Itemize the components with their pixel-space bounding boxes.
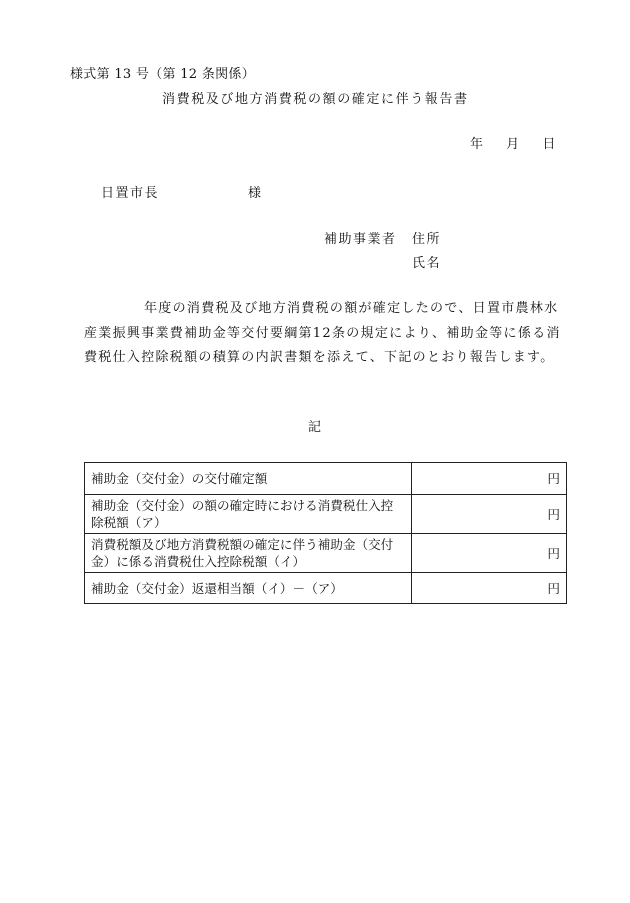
amount-cell: 円 — [412, 463, 567, 495]
row-label: 消費税額及び地方消費税額の確定に伴う補助金（交付金）に係る消費税仕入控除税額（イ） — [85, 534, 412, 573]
date-year-label: 年 — [470, 137, 484, 152]
body-paragraph: 年度の消費税及び地方消費税の額が確定したので、日置市農林水産業振興事業費補助金等交付要綱第12条の規定により、補助金等に係る消費税仕入控除税額の積算の内訳書類を添えて、下記のとおり報告します。 — [84, 301, 561, 365]
amount-cell: 円 — [412, 534, 567, 573]
form-number: 様式第 13 号（第 12 条関係） — [70, 67, 256, 82]
report-table — [84, 462, 567, 604]
date-month-label: 月 — [506, 137, 520, 152]
row-label: 補助金（交付金）の額の確定時における消費税仕入控除税額（ア） — [85, 495, 412, 534]
date-line — [470, 138, 555, 151]
table-row — [85, 534, 567, 573]
amount-cell: 円 — [412, 573, 567, 604]
row-label: 補助金（交付金）返還相当額（イ）－（ア） — [85, 573, 412, 604]
applicant-label: 補助事業者 — [324, 232, 397, 247]
honorific: 様 — [248, 186, 262, 201]
document-title: 消費税及び地方消費税の額の確定に伴う報告書 — [162, 92, 469, 107]
ki-heading: 記 — [308, 420, 322, 435]
amount-cell: 円 — [412, 495, 567, 534]
table-row — [85, 463, 567, 495]
table-row — [85, 495, 567, 534]
table-row — [85, 573, 567, 604]
address-label: 住所 — [412, 232, 442, 247]
name-label: 氏名 — [412, 256, 442, 271]
recipient: 日置市長 — [101, 186, 160, 201]
row-label: 補助金（交付金）の交付確定額 — [85, 463, 412, 495]
date-day-label: 日 — [542, 137, 556, 152]
